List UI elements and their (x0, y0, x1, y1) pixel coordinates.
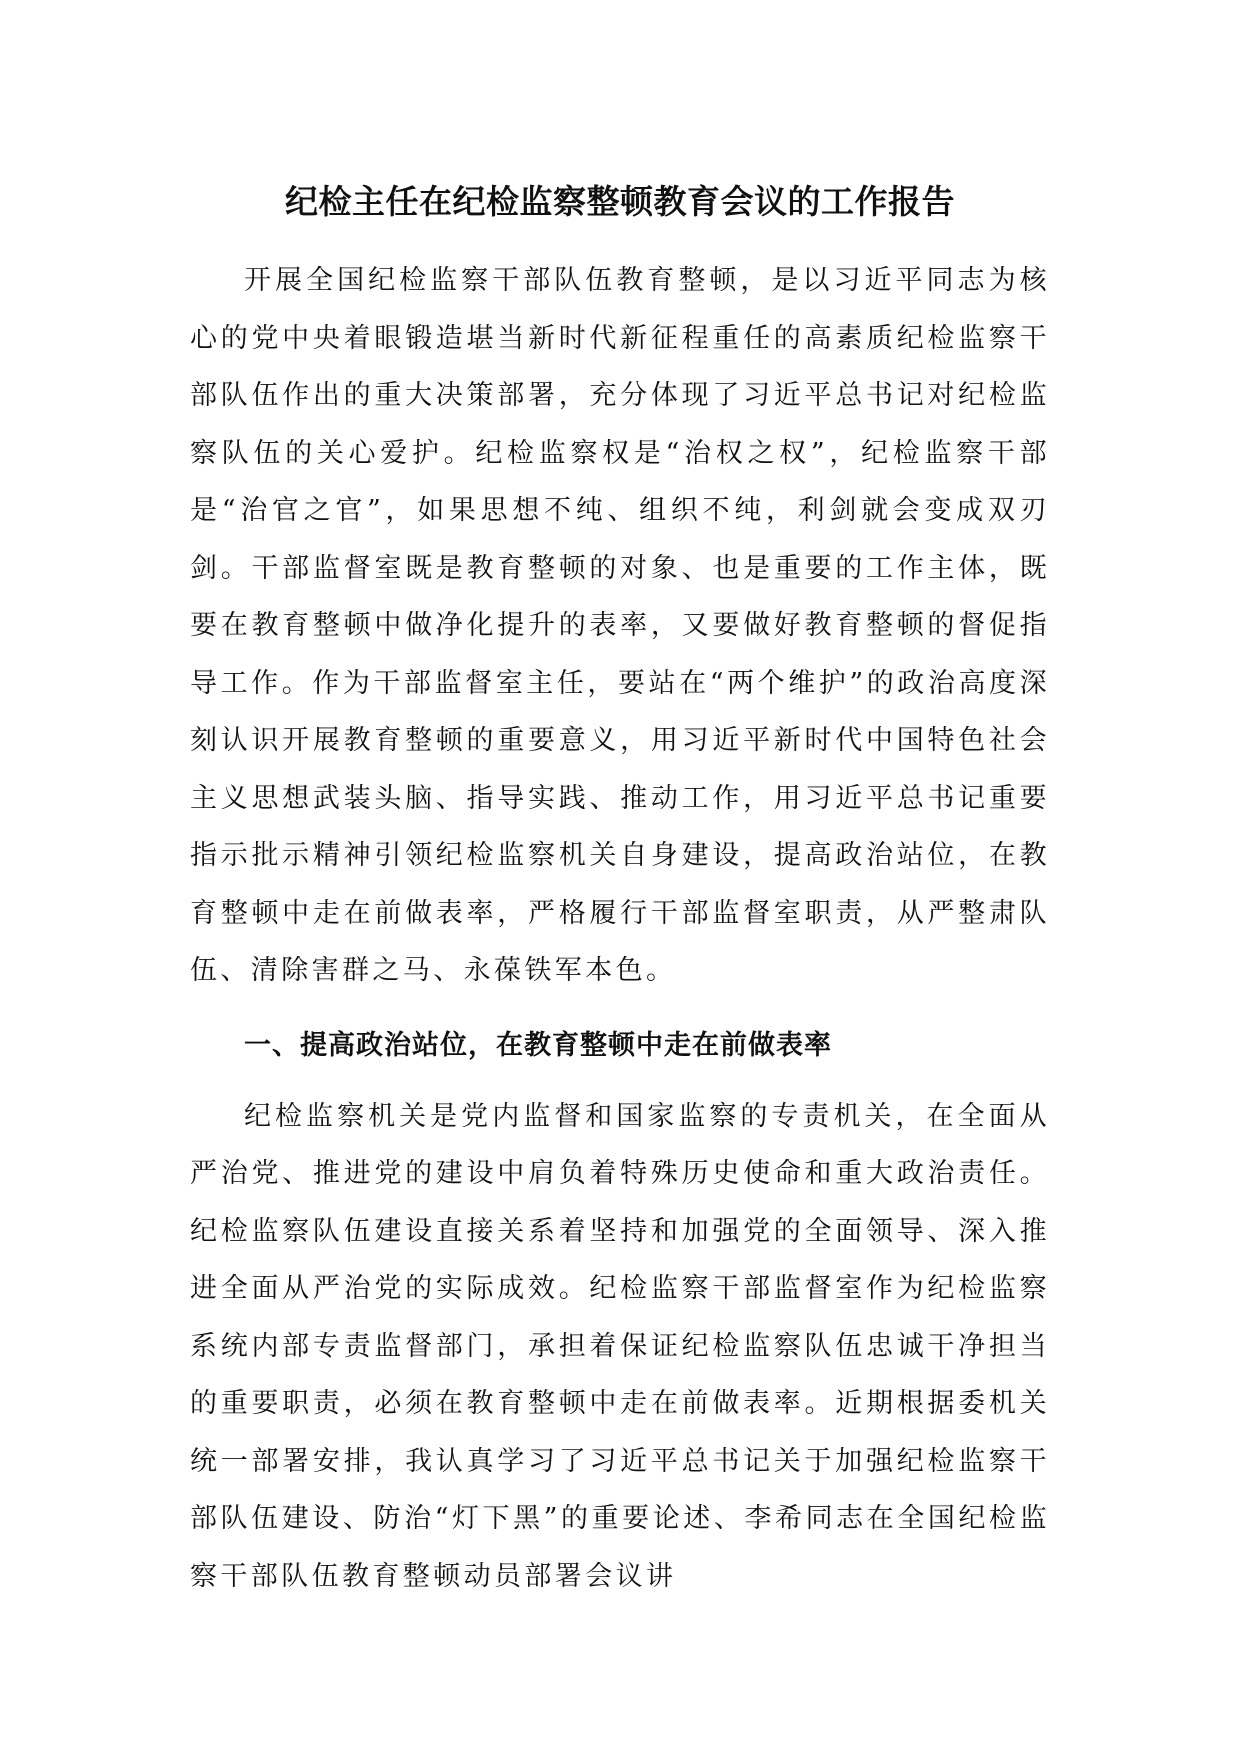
intro-paragraph: 开展全国纪检监察干部队伍教育整顿，是以习近平同志为核心的党中央着眼锻造堪当新时代新征程重任的高素质纪检监察干部队伍作出的重大决策部署，充分体现了习近平总书记对纪检监察队伍的关心爱护。纪检监察权是“治权之权”，纪检监察干部是“治官之官”，如果思想不纯、组织不纯，利剑就会变成双刃剑。干部监督室既是教育整顿的对象、也是重要的工作主体，既要在教育整顿中做净化提升的表率，又要做好教育整顿的督促指导工作。作为干部监督室主任，要站在“两个维护”的政治高度深刻认识开展教育整顿的重要意义，用习近平新时代中国特色社会主义思想武装头脑、指导实践、推动工作，用习近平总书记重要指示批示精神引领纪检监察机关自身建设，提高政治站位，在教育整顿中走在前做表率，严格履行干部监督室职责，从严整肃队伍、清除害群之马、永葆铁军本色。 (190, 265, 1050, 986)
document-body (190, 178, 1050, 1605)
document-title: 纪检主任在纪检监察整顿教育会议的工作报告 (285, 182, 955, 221)
section-heading-1: 一、提高政治站位，在教育整顿中走在前做表率 (244, 1029, 832, 1061)
section-1-paragraph: 纪检监察机关是党内监督和国家监察的专责机关，在全面从严治党、推进党的建设中肩负着特殊历史使命和重大政治责任。纪检监察队伍建设直接关系着坚持和加强党的全面领导、深入推进全面从严治党的实际成效。纪检监察干部监督室作为纪检监察系统内部专责监督部门，承担着保证纪检监察队伍忠诚干净担当的重要职责，必须在教育整顿中走在前做表率。近期根据委机关统一部署安排，我认真学习了习近平总书记关于加强纪检监察干部队伍建设、防治“灯下黑”的重要论述、李希同志在全国纪检监察干部队伍教育整顿动员部署会议讲 (190, 1100, 1050, 1592)
